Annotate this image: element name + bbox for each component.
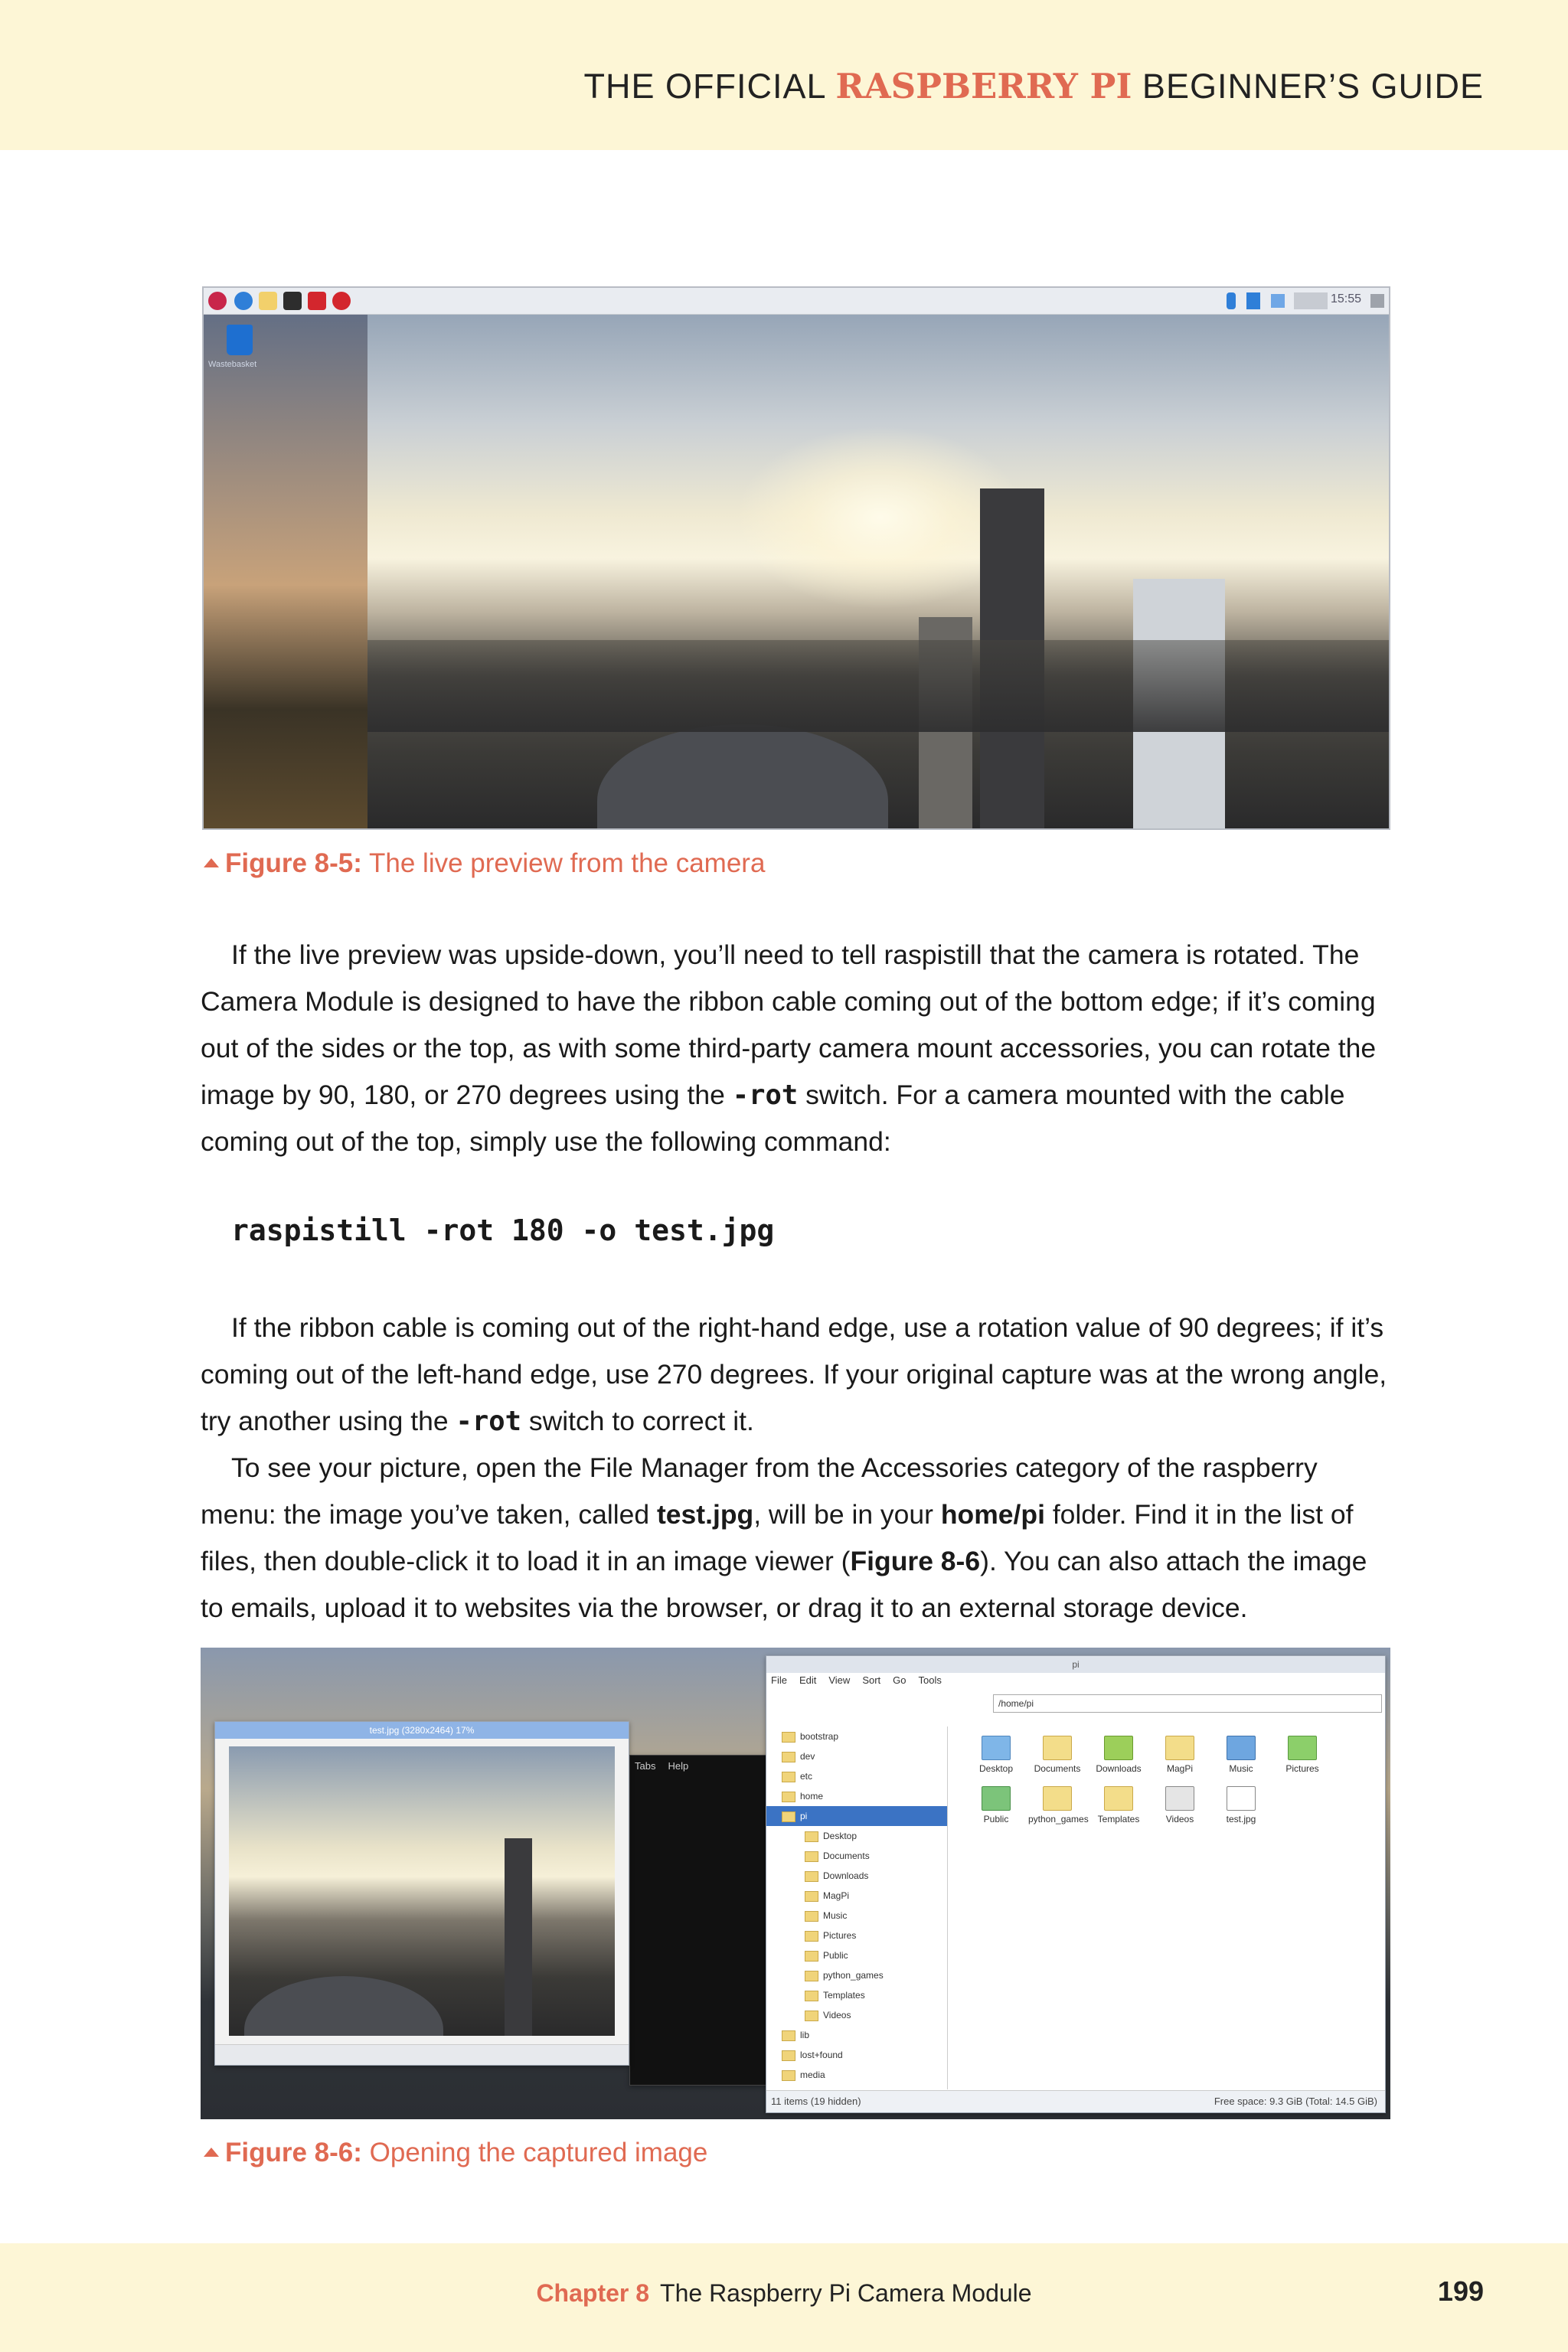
menu-go[interactable]: Go xyxy=(893,1674,906,1686)
menu-file[interactable]: File xyxy=(771,1674,787,1686)
figure-caption-text: The live preview from the camera xyxy=(369,848,766,878)
file-item[interactable]: Public xyxy=(967,1786,1025,1824)
file-item[interactable]: Documents xyxy=(1028,1736,1086,1774)
folder-icon xyxy=(982,1736,1011,1760)
tree-item[interactable]: MagPi xyxy=(766,1886,947,1906)
figure-caption-text: Opening the captured image xyxy=(369,2138,708,2167)
file-item[interactable]: Templates xyxy=(1089,1786,1148,1824)
tree-item[interactable]: lost+found xyxy=(766,2045,947,2065)
book-title-brand: RASPBERRY PI xyxy=(835,66,1132,106)
dome-building xyxy=(244,1976,443,2036)
wastebasket-icon[interactable] xyxy=(227,325,253,355)
book-title-pre: THE OFFICIAL xyxy=(583,67,836,106)
folder-icon xyxy=(805,1931,818,1942)
folder-icon xyxy=(805,1991,818,2001)
paragraph-2 xyxy=(201,1305,1390,1632)
eject-icon[interactable] xyxy=(1370,294,1384,308)
wastebasket-label: Wastebasket xyxy=(208,360,257,369)
code-block: raspistill -rot 180 -o test.jpg xyxy=(231,1214,775,1247)
status-bar xyxy=(766,2090,1385,2112)
file-item[interactable]: Downloads xyxy=(1089,1736,1148,1774)
figure-label: Figure 8-5: xyxy=(225,848,362,878)
tree-item[interactable]: Downloads xyxy=(766,1866,947,1886)
bold-text: home/pi xyxy=(940,1499,1045,1530)
caption-triangle-icon xyxy=(204,858,219,867)
folder-icon xyxy=(805,1831,818,1842)
folder-icon xyxy=(805,1851,818,1862)
figure-8-5-caption xyxy=(204,848,765,879)
folder-icon xyxy=(1288,1736,1317,1760)
viewer-toolbar xyxy=(215,2044,629,2065)
folder-icon xyxy=(1104,1736,1133,1760)
file-item[interactable]: Pictures xyxy=(1273,1736,1331,1774)
folder-icon xyxy=(982,1786,1011,1811)
image-file-icon xyxy=(1227,1786,1256,1811)
tree-item[interactable]: bootstrap xyxy=(766,1726,947,1746)
file-manager-window xyxy=(766,1655,1386,2113)
file-item[interactable]: test.jpg xyxy=(1212,1786,1270,1824)
tree-item[interactable]: lib xyxy=(766,2025,947,2045)
raspberry-menu-icon[interactable] xyxy=(208,292,227,310)
bluetooth-icon[interactable] xyxy=(1227,292,1236,309)
bold-text: test.jpg xyxy=(656,1499,754,1530)
tree-item[interactable]: Public xyxy=(766,1945,947,1965)
tree-item[interactable]: dev xyxy=(766,1746,947,1766)
wolfram-icon[interactable] xyxy=(308,292,326,310)
mathematica-icon[interactable] xyxy=(332,292,351,310)
folder-icon xyxy=(1043,1786,1072,1811)
caption-triangle-icon xyxy=(204,2148,219,2157)
bold-text: Figure 8-6 xyxy=(850,1546,981,1576)
tree-item[interactable]: Pictures xyxy=(766,1926,947,1945)
book-title-post: BEGINNER’S GUIDE xyxy=(1132,67,1484,106)
folder-icon xyxy=(805,1891,818,1902)
file-item[interactable]: Music xyxy=(1212,1736,1270,1774)
folder-icon xyxy=(805,1971,818,1981)
menu-help[interactable]: Help xyxy=(668,1760,689,1772)
menu-edit[interactable]: Edit xyxy=(799,1674,817,1686)
text-run: switch to correct it. xyxy=(521,1406,754,1436)
cpu-monitor xyxy=(1294,292,1328,309)
network-icon[interactable] xyxy=(1246,292,1260,309)
menu-tools[interactable]: Tools xyxy=(918,1674,942,1686)
file-manager-menubar xyxy=(771,1674,954,1686)
terminal-icon[interactable] xyxy=(283,292,302,310)
image-viewer-window xyxy=(214,1721,629,2066)
text-run: switch. For a camera mounted with the cable coming out of the top, simply use the following command: xyxy=(201,1080,1345,1157)
tree-item[interactable]: media xyxy=(766,2065,947,2085)
chapter-running-footer xyxy=(0,2279,1568,2308)
inline-code: -rot xyxy=(456,1406,522,1437)
file-manager-icon[interactable] xyxy=(259,292,277,310)
folder-icon xyxy=(782,2050,795,2061)
tree-item[interactable]: Videos xyxy=(766,2005,947,2025)
tower-building xyxy=(505,1838,532,2036)
page-number: 199 xyxy=(1437,2275,1484,2307)
text-run: , will be in your xyxy=(753,1499,941,1530)
clock: 15:55 xyxy=(1330,292,1361,305)
folder-icon xyxy=(782,2030,795,2041)
status-free-space: Free space: 9.3 GiB (Total: 14.5 GiB) xyxy=(1214,2096,1377,2107)
desktop-taskbar xyxy=(204,288,1389,315)
text-run: If the live preview was upside-down, you’ll need to tell raspistill that the camera is rotated. The Camera Module is designed to have the ribbon cable coming out of the bottom edge; if it’s coming out of the sides or the top, as with some third-party camera mount accessories, you can rotate the image by 90, 180, or 270 degrees using the xyxy=(201,939,1377,1110)
folder-icon xyxy=(1043,1736,1072,1760)
menu-view[interactable]: View xyxy=(828,1674,851,1686)
city-skyline xyxy=(368,640,1390,732)
folder-icon xyxy=(805,1911,818,1922)
folder-icon xyxy=(782,1811,795,1822)
text-run: To see your picture, open the File Manager from the Accessories category of the raspberry menu: the image you’ve taken, called xyxy=(201,1452,1318,1530)
menu-tabs[interactable]: Tabs xyxy=(635,1760,656,1772)
file-item[interactable]: Desktop xyxy=(967,1736,1025,1774)
viewer-titlebar: test.jpg (3280x2464) 17% xyxy=(215,1722,629,1739)
inline-code: -rot xyxy=(732,1080,799,1111)
paragraph-1 xyxy=(201,932,1390,1165)
file-item[interactable]: Videos xyxy=(1151,1786,1209,1824)
file-manager-titlebar: pi xyxy=(766,1656,1385,1673)
browser-icon[interactable] xyxy=(234,292,253,310)
figure-label: Figure 8-6: xyxy=(225,2138,362,2167)
folder-icon xyxy=(1165,1786,1194,1811)
directory-tree xyxy=(766,1726,948,2089)
figure-8-6-screenshot xyxy=(201,1648,1390,2119)
paragraph-3 xyxy=(201,1445,1390,1632)
text-run: folder. Find it in the list of files, then double-click it to load it in an image viewer ( xyxy=(201,1499,1354,1576)
text-run: ). You can also attach the image to emails, upload it to websites via the browser, or drag it to an external storage device. xyxy=(201,1546,1367,1623)
status-items: 11 items (19 hidden) xyxy=(771,2096,861,2107)
viewer-image xyxy=(229,1746,615,2036)
chapter-title: The Raspberry Pi Camera Module xyxy=(660,2279,1032,2307)
tree-item[interactable]: etc xyxy=(766,1766,947,1786)
folder-icon xyxy=(805,1871,818,1882)
camera-preview xyxy=(368,288,1390,828)
file-item[interactable]: python_games xyxy=(1028,1786,1086,1824)
tree-item[interactable]: Templates xyxy=(766,1985,947,2005)
folder-icon xyxy=(1104,1786,1133,1811)
tree-item[interactable]: home xyxy=(766,1786,947,1806)
path-field[interactable]: /home/pi xyxy=(993,1694,1382,1713)
folder-icon xyxy=(782,2070,795,2081)
dome-building xyxy=(597,724,888,828)
tree-item[interactable]: Documents xyxy=(766,1846,947,1866)
folder-icon xyxy=(1227,1736,1256,1760)
folder-icon xyxy=(1165,1736,1194,1760)
tree-item[interactable]: Desktop xyxy=(766,1826,947,1846)
text-run: If the ribbon cable is coming out of the right-hand edge, use a rotation value of 90 degrees; if it’s coming out of the left-hand edge, use 270 degrees. If your original capture was at the wrong angle, try another using the xyxy=(201,1312,1387,1436)
tree-item-selected[interactable]: pi xyxy=(766,1806,947,1826)
tree-item[interactable]: python_games xyxy=(766,1965,947,1985)
chapter-label: Chapter 8 xyxy=(536,2279,650,2307)
menu-sort[interactable]: Sort xyxy=(862,1674,881,1686)
terminal-menubar xyxy=(635,1760,701,1772)
folder-icon xyxy=(782,1772,795,1782)
folder-icon xyxy=(782,1732,795,1743)
tree-item[interactable]: Music xyxy=(766,1906,947,1926)
file-item[interactable]: MagPi xyxy=(1151,1736,1209,1774)
folder-icon xyxy=(805,1951,818,1962)
folder-icon xyxy=(782,1792,795,1802)
book-title xyxy=(583,66,1484,106)
figure-8-5-screenshot xyxy=(202,286,1390,830)
volume-icon[interactable] xyxy=(1271,294,1285,308)
folder-icon xyxy=(805,2011,818,2021)
folder-icon xyxy=(782,1752,795,1762)
figure-8-6-caption xyxy=(204,2138,707,2168)
